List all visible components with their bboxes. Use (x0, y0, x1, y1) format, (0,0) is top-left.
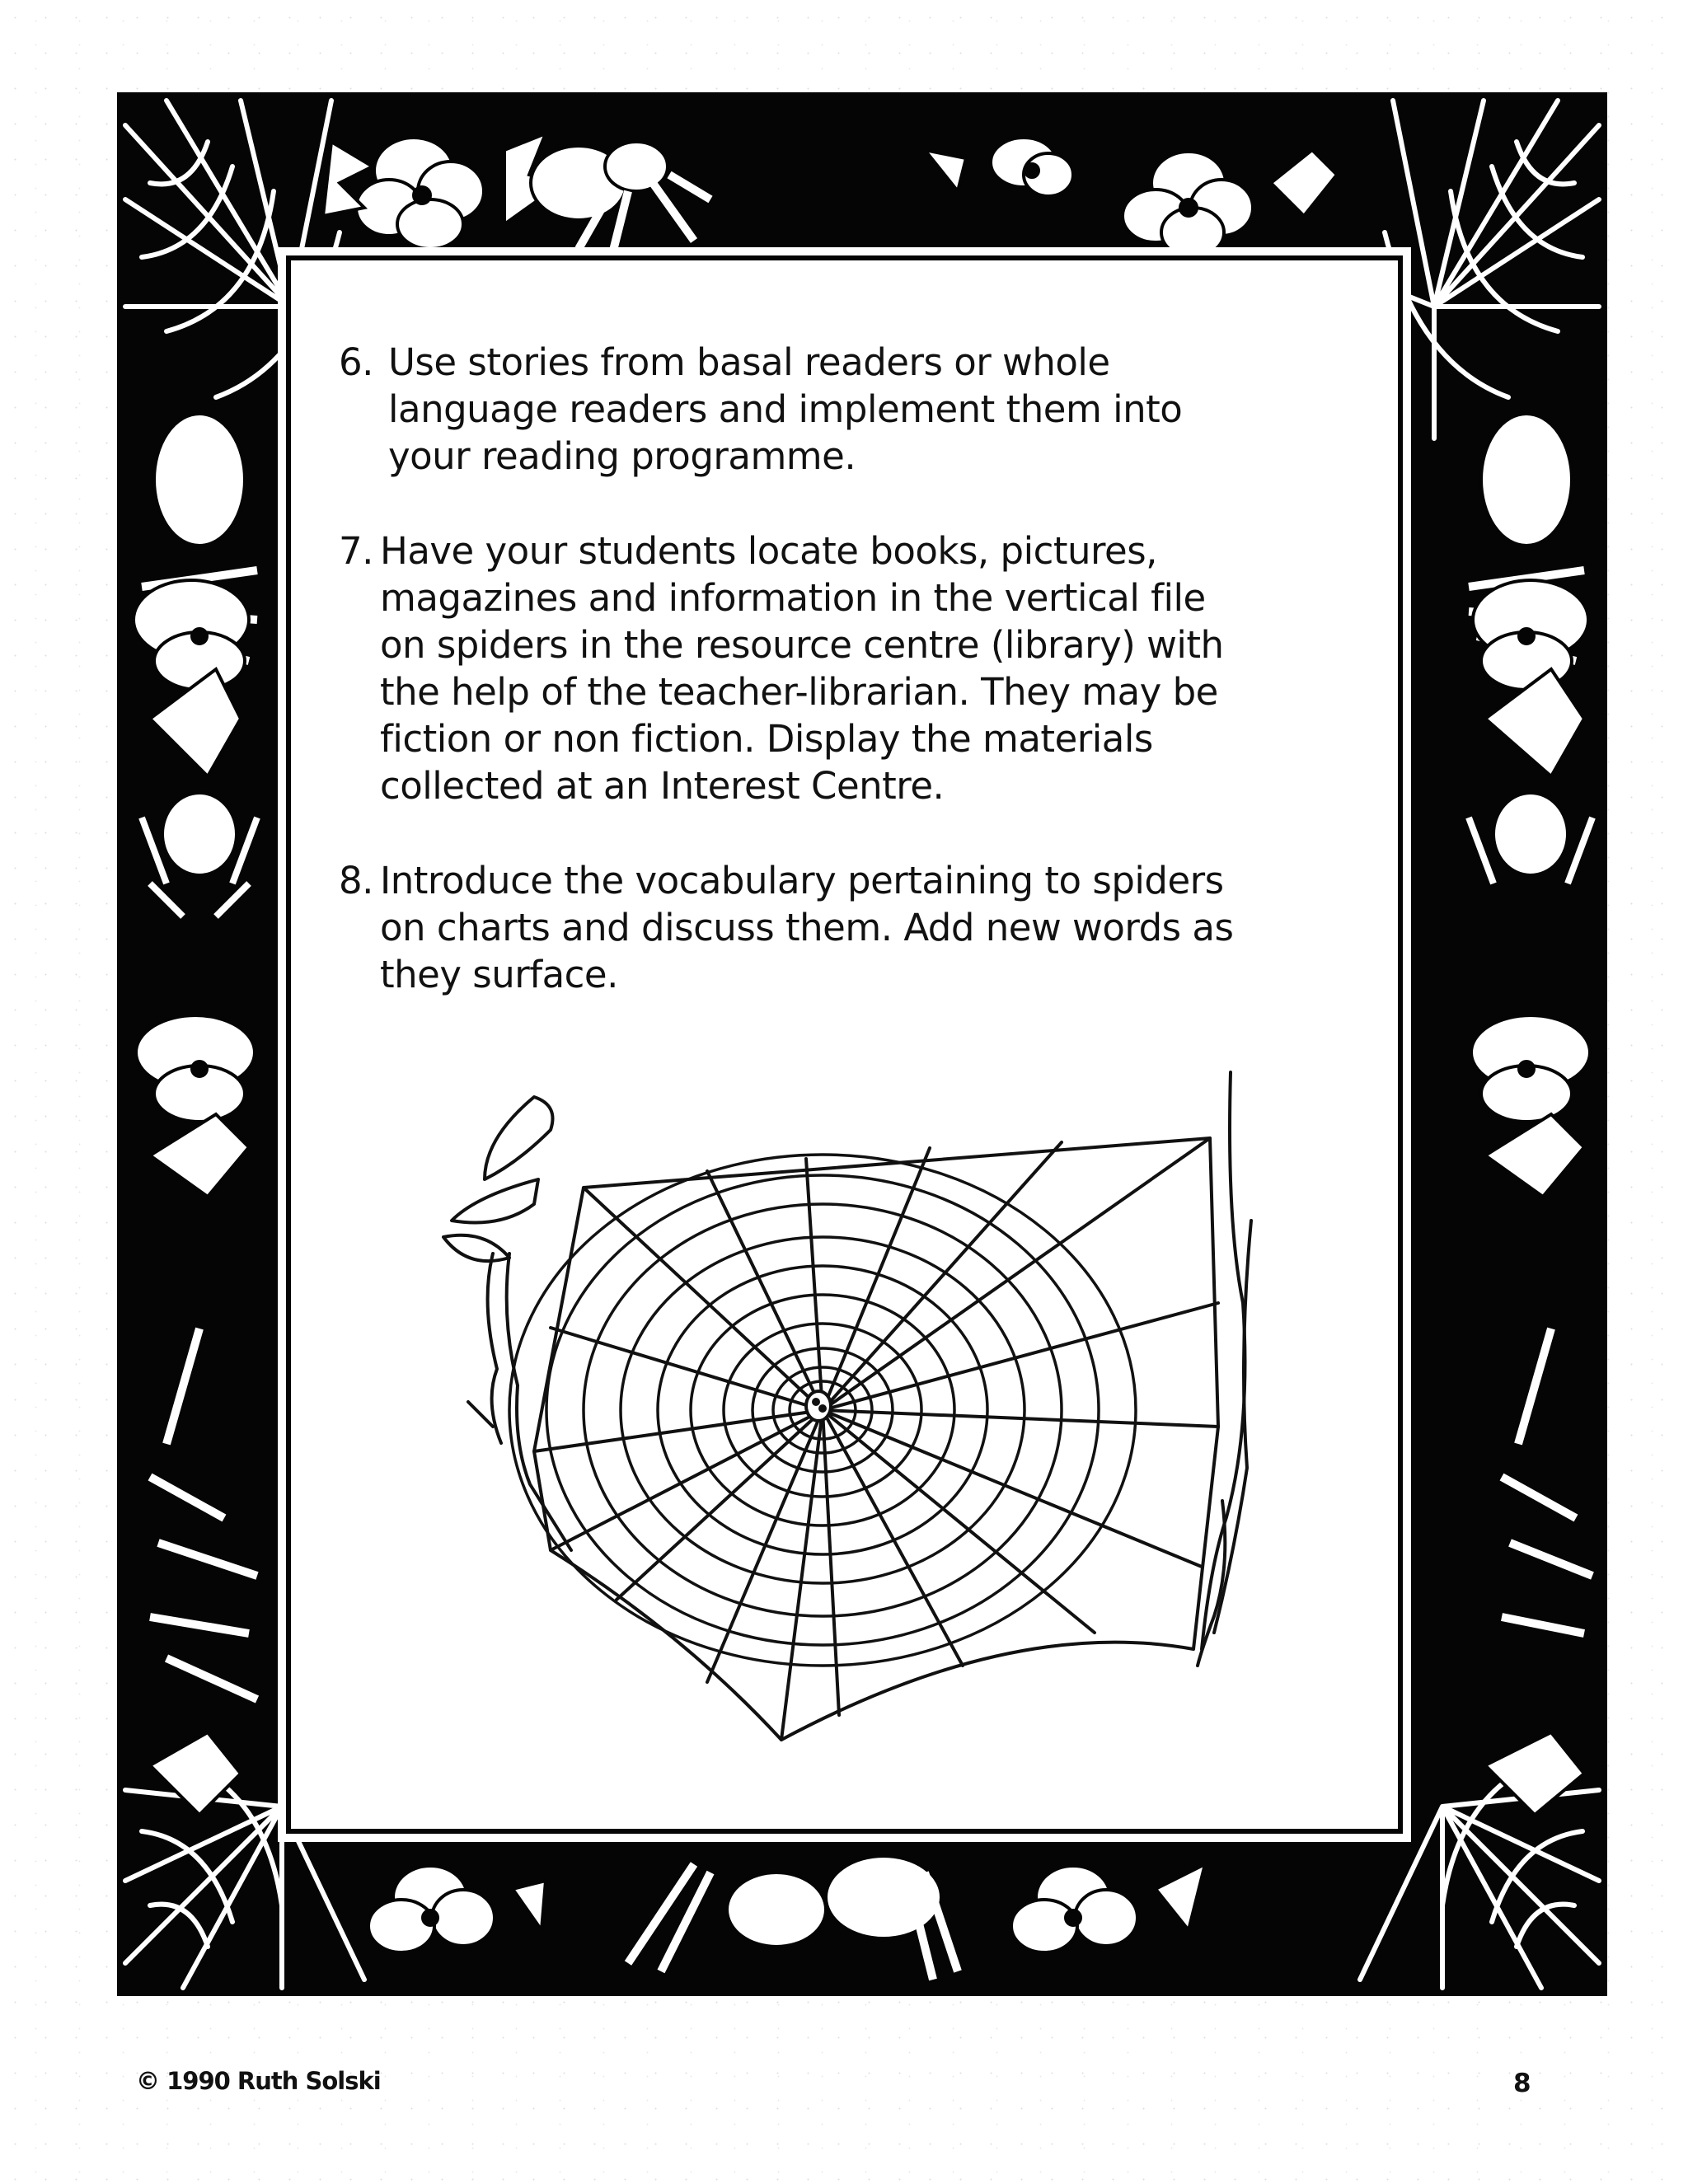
item-text-line: fiction or non fiction. Display the materials (380, 717, 1153, 761)
item-number: 6. (339, 340, 373, 384)
spider-icon (628, 1856, 958, 1980)
pansy-flower-icon (1123, 152, 1253, 257)
leaf-icon (513, 1881, 546, 1930)
item-number: 8. (339, 859, 373, 902)
leaf-icon (925, 150, 966, 191)
item-text-line: language readers and implement them into (388, 387, 1183, 431)
item-number: 7. (339, 529, 373, 573)
leaf-icon (1485, 1114, 1584, 1197)
pansy-flower-icon (134, 580, 249, 690)
item-text-line: on charts and discuss them. Add new words as (380, 906, 1234, 949)
list-item (339, 527, 1348, 809)
spider-icon (806, 1391, 831, 1421)
content-panel (286, 255, 1403, 1834)
grass-icon (1198, 1072, 1251, 1666)
pansy-flower-icon (991, 138, 1073, 196)
spider-icon (531, 142, 710, 257)
list-item (339, 857, 1348, 998)
leaf-icon (1156, 1864, 1205, 1930)
copyright-notice: © 1990 Ruth Solski (136, 2067, 381, 2095)
page-number: 8 (1513, 2069, 1531, 2098)
spider-icon (1502, 1329, 1592, 1633)
activity-list (339, 339, 1348, 1046)
spider-icon (1469, 793, 1592, 883)
pansy-flower-icon (1471, 1015, 1590, 1122)
item-text-line: Have your students locate books, pictures, (380, 529, 1157, 573)
item-text-line: your reading programme. (388, 434, 856, 478)
item-text-line: the help of the teacher-librarian. They may be (380, 670, 1218, 714)
item-text-line: they surface. (380, 953, 618, 996)
web-frame-thread (534, 1138, 1218, 1740)
item-text-line: Introduce the vocabulary pertaining to spiders (380, 859, 1224, 902)
leaf-icon (443, 1097, 571, 1550)
web-spokes (534, 1138, 1218, 1740)
leaf-icon (1271, 150, 1337, 216)
spider-web-icon (435, 1056, 1268, 1748)
pansy-flower-icon (136, 1015, 255, 1122)
pansy-flower-icon (368, 1866, 495, 1952)
pansy-flower-icon (356, 138, 484, 249)
item-text-line: collected at an Interest Centre. (380, 764, 945, 808)
decorative-border-frame (117, 92, 1607, 1996)
spider-icon (150, 1329, 257, 1699)
item-text-line: on spiders in the resource centre (library) with (380, 623, 1224, 667)
spider-icon (142, 793, 257, 916)
leaf-icon (150, 1114, 249, 1197)
item-text-line: Use stories from basal readers or whole (388, 340, 1110, 384)
pansy-flower-icon (1473, 580, 1588, 690)
list-item (339, 339, 1348, 480)
item-text-line: magazines and information in the vertical file (380, 576, 1206, 620)
pansy-flower-icon (1011, 1866, 1137, 1952)
